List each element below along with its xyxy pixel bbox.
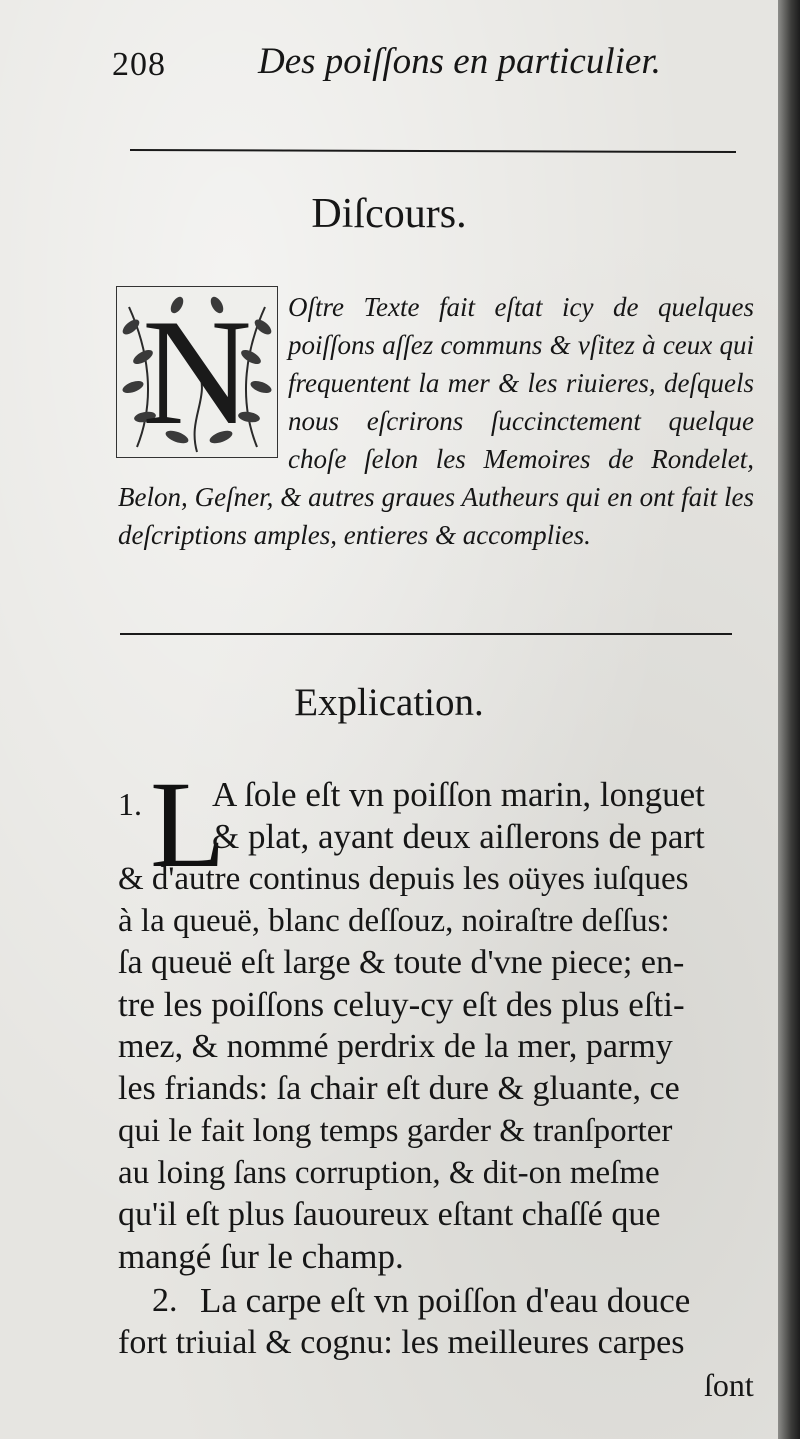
explication-line: les friands: ſa chair eſt dure & gluante, ce	[118, 1070, 680, 1107]
dropcap-n: N	[142, 288, 252, 456]
explication-line: à la queuë, blanc deſſouz, noiraſtre deſſus:	[118, 903, 670, 939]
book-gutter-shadow	[778, 0, 800, 1439]
explication-line: mez, & nommé perdrix de la mer, parmy	[118, 1028, 673, 1065]
dropcap-space	[118, 288, 288, 468]
explication-line: mangé ſur le champ.	[118, 1237, 404, 1276]
explication-line: tre les poiſſons celuy-cy eſt des plus eſti-	[118, 985, 685, 1024]
explication-line: fort triuial & cognu: les meilleures carpes	[118, 1324, 685, 1361]
dropcap-l: L	[150, 756, 226, 893]
explication-line: qu'il eſt plus ſauoureux eſtant chaſſé que	[118, 1196, 661, 1233]
page-number: 208	[112, 46, 166, 83]
explication-line: qui le fait long temps garder & tranſporter	[118, 1113, 673, 1149]
catchword: ſont	[704, 1367, 754, 1403]
explication-line: A ſole eſt vn poiſſon marin, longuet	[212, 775, 705, 814]
running-title: Des poiſſons en particulier.	[258, 41, 661, 82]
item-number-2: 2.	[152, 1282, 178, 1319]
top-rule	[130, 149, 736, 153]
discours-heading: Diſcours.	[311, 191, 467, 237]
discours-paragraph	[118, 288, 754, 554]
explication-line: & d'autre continus depuis les oüyes iuſques	[118, 861, 689, 897]
explication-heading: Explication.	[294, 681, 484, 724]
explication-line: La carpe eſt vn poiſſon d'eau douce	[200, 1281, 691, 1320]
item-number-1: 1.	[118, 786, 142, 822]
explication-line: ſa queuë eſt large & toute d'vne piece; en-	[118, 944, 685, 981]
running-head	[112, 40, 672, 90]
explication-line: & plat, ayant deux aiſlerons de part	[212, 817, 705, 856]
discours-body: Oſtre Texte fait eſtat icy de quelques poiſſons aſſez communs & vſitez à ceux qui frequentent la mer & les riuieres, deſquels nous eſcrirons ſuccinctement quelque choſe ſelon les Memoires de Rondelet, Belon, Geſner, & autres graues Autheurs qui en ont fait les deſcriptions amples, entieres & accomplies.	[118, 292, 754, 550]
explication-line: au loing ſans corruption, & dit-on meſme	[118, 1155, 660, 1191]
middle-rule	[120, 633, 732, 635]
